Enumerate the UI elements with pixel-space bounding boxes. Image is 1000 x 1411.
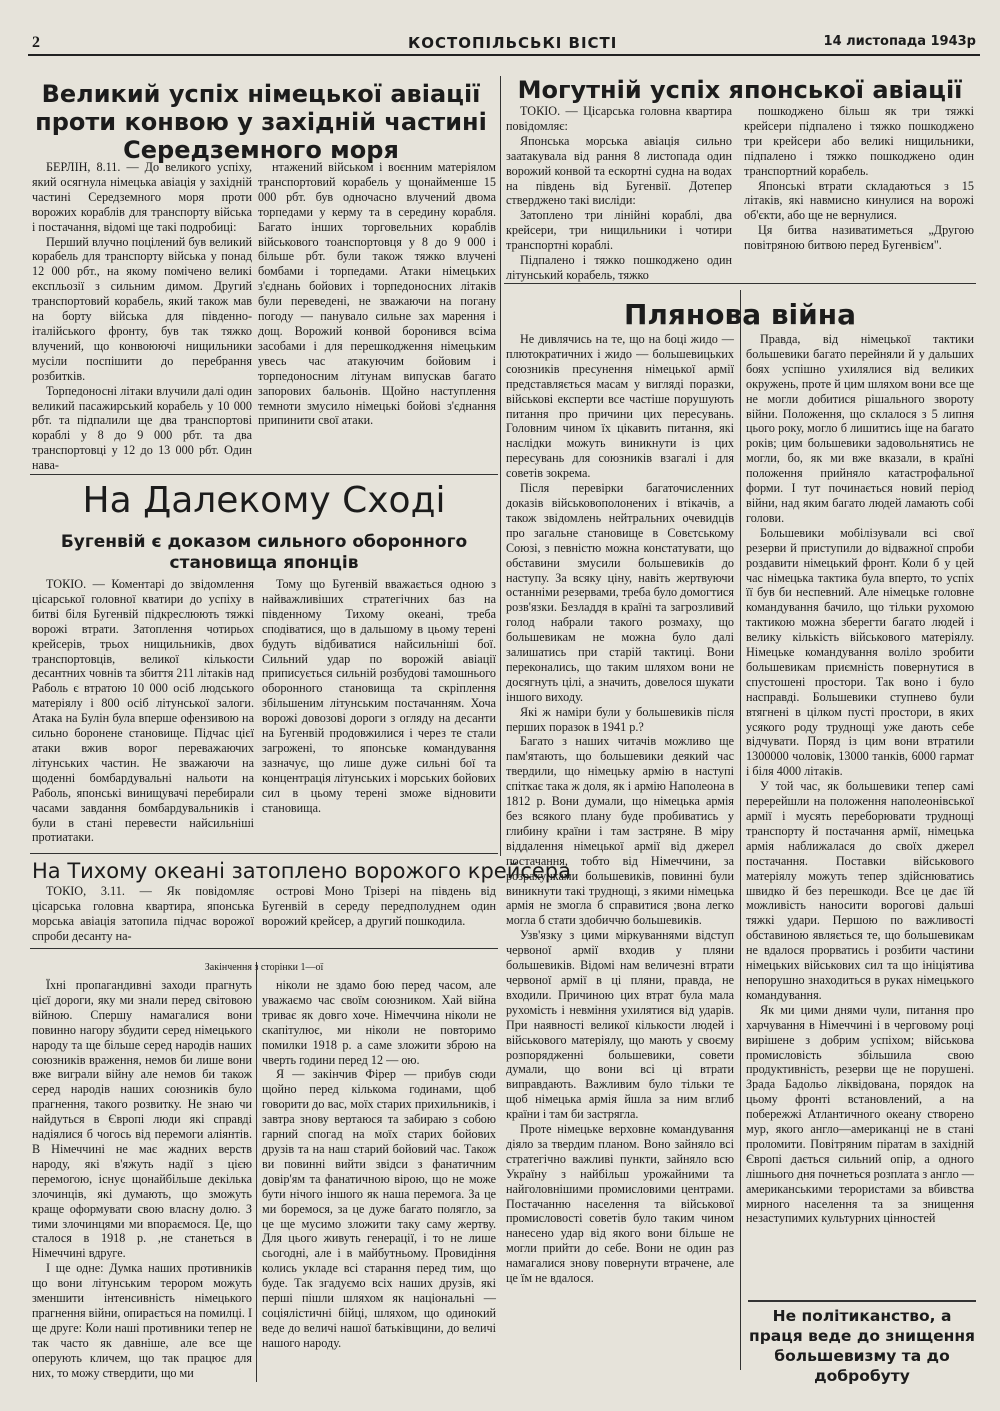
paragraph: Правда, від німецької тактики большевики багато перейняли й у дальших боях успішно ухилялися від великих окружень, проте й цим шляхом вони все ще не могли добитися рішального звороту війни. Положення, що склалося з 5 липня цього року, могло б лишитись іще на багато років; цим большевики задовольнятись не могли, бо, як ми вже вказали, в країні положення прийняло катастрофальної форми. І тут починається новий період війни, над яким багато людей ламають собі голови. [746,332,974,525]
section-rule [30,474,498,475]
slogan: Не політиканство, а праця веде до знищення большевизму та до добробуту [748,1307,975,1385]
paragraph: Ця битва називатиметься „Другою повітряною битвою перед Бугенвієм". [744,223,974,253]
section-rule [504,283,976,284]
section-rule [748,1300,976,1302]
section-subtitle: Бугенвій є доказом сильного оборонного становища японців [60,532,468,573]
paragraph: Як ми цими днями чули, питання про харчування в Німеччині і в черговому році вирішене з добрим успіхом; військова промисловість збільшила свою продуктивність, резерви ще не порушені. Зрада Бадольо ліквідована, порядок на цьому фронті встановлений, а на побережжі Атлантичного океану створено мур, якого англо—американці не в стані проломити. Повітряним піратам в західній Європі дається сильний опір, а одного лішнього дня почнеться розплата з англо — американськими терористами за вбивства мирного населення та за знищення незаступимих культурних цінностей [746,1002,974,1226]
paragraph: ТОКІО. — Коментарі до звідомлення цісарської головної кватири до успіху в битві біля Бугенвій підкреслюють тяжкі ворожі втрати. Затоплення чотирьох крейсерів, трьох нищильників, двох транспортовців, великої кількости десантних човнів та збиття 211 літаків над Раболь є втратою 10 000 осіб людського матеріялу і 800 осіб літунської залоги. Атака на Булін була вперше офензивою на сильно боронене становище. Підчас цієї атаки вжив ворог переважаючих літунських частин. Не зважаючи на щоденні бомбардувальні нальоти на Раболь, японські винищувачі перебирали часами завдання бомбардувальників і були в стані перевести найсильніші протиатаки. [32,577,254,845]
paragraph: Узв'язку з цими міркуваннями відступ червоної армії входив у пляни большевиків. Відомі нам величезні втрати червоної армії в ці пляни, правда, не входили. Причиною цих втрат була мала рухомість і невміння ухилятися від ударів. При наявності великої кількости людей і військового матеріялу, що мають у своєму розпорядженні большевики, совети думали, що вони всі ці втрати виправдають. Важливим було тільки те щоб німецька армія йшла за ним вглиб країни і там би застрягла. [506,928,734,1122]
article-title: На Тихому океані затоплено ворожого крейсера [32,859,572,883]
paragraph: Перший влучно поцілений був великий корабель для транспорту війська у понад 12 000 рбт., на якому помічено великі експльозії з сильним димом. Другий транспортовий корабель, який також мав на борту війська для південно-італійського фронту, був так тяжко влучений, що конвоюючі нищильники мусіли поспішити до перебрання розбитків. [32,234,252,383]
paragraph: Японські втрати складаються з 15 літаків, які навмисно кинулися на ворожі об'єкти, або ще не вернулися. [744,178,974,223]
paragraph: Торпедоносні літаки влучили далі один великий пасажирський корабель у 10 000 рбт. та підпалили ще два транспортові кораблі у 8 до 9 000 рбт. та два транспортовці у 12 до 13 000 рбт. Один нава- [32,383,252,473]
article-column [32,884,254,946]
paragraph: Я — закінчив Фірер — прибув сюди щойно перед кількома годинами, щоб говорити до вас, моїх старих прихильників, і завтра знову вертаюся та забираю з собою гарний спогад на моїх старих бойових друзів та на наш старий бойовий час. Також ви повинні вийти звідси з фанатичним довір'ям та фанатичною вірою, що не може бути нічого іншого як наша перемога. За це ми боремося, за це дуже багато полягло, за це ще мусимо зложити таку саму жертву. Для цього живуть генерації, і то не лише сьогодні, але і в майбутньому. Провидіння колись укладе всі старання перед тим, що буде. Так згадуємо всіх наших друзів, які перші пішли шляхом як національні — соціялістичні бійці, шляхом, що одинокий веде до величі нашої батьківщини, до величі нашого народу. [262,1067,496,1350]
paragraph: Затоплено три лінійні кораблі, два крейсери, три нищильники і чотири транспортні кораблі. [506,208,732,253]
article-column [262,884,496,946]
article-title: Плянова війна [623,298,857,331]
paragraph: острові Моно Трізері на південь від Бугенвій в середу передполуднем один ворожий крейсер, а другий пошкодила. [262,884,496,928]
paragraph: У той час, як большевики тепер самі перерейшли на положення наполеонівської армії і мусять переборювати труднощі транспорту й постачання армії, німецька армія наближалася до своїх джерел постачання. Поставки військового матеріялу можуть тепер здійснюватись швидко й без перешкоди. Все це дає їй можливість наносити ворогові дальші тяжкі удари. Першою по важливості обставиною являється те, що большевикам не вдалося прорватись і розбити частини німецьких військових сил та що ініціятива непорушно знаходиться в руках німецького командування. [746,779,974,1002]
column-rule [740,290,741,1370]
article-column [32,160,252,473]
article-column [262,577,496,847]
paragraph: нтажений військом і воєнним матеріялом транспортовий корабель у щонайменше 15 000 рбт. був одночасно влучений двома торпедами у керму та в середину корабля. Багато інших торговельних кораблів військового тоанспортовця у 8 до 9 000 і більше рбт. були також тяжко влучені бомбами і торпедами. Атаки німецьких з'єднань бойових і торпедоносних літаків були переведені, не зважаючи на погану погоду — панувало сильне зах марення і дощ. Ворожий конвой боронився всіма засобами і для перешкодження німецьким увесь час атакуючим бойовим і торпедоносним літунам випускав багато запорових бальонів. Щойно наступлення темноти змусило німецькі бойові з'єднання припинити свої атаки. [258,160,496,428]
paragraph: БЕРЛІН, 8.11. — До великого успіху, який осягнула німецька авіація у західній частині Середземного моря проти ворожих кораблів для транспорту війська і постачання, відомі ще такі подробиці: [32,160,252,234]
paragraph: Тому що Бугенвій вважається одною з найважливіших стратегічних баз на південному Тихому океані, треба сподіватися, що в дальшому в цьому терені будуть відбиватися найсильніші бої. Сильний удар по ворожій авіації приписується сильній розбудові тамошнього оборонного становища та скріплення збільшеним літунським постачанням. Хоча ворожі довозові дороги з огляду на десанти на Бугенвій продовжилися і через те стали загрожені, то японське командування зазначує, що лише дуже сильні бої та концентрація літунських і морських бойових сил в цьому терені зможе відновити становища. [262,577,496,815]
section-rule [30,853,498,854]
paragraph: ТОКІО. — Цісарська головна квартира повідомляє: [506,104,732,133]
paragraph: Їхні пропагандивні заходи прагнуть цієї дороги, яку ми знали перед світовою війною. Спершу намагалися вони повинно нагору збудити серед німецького народу та ще більше серед народів наших союзників враження, немов би лише вони вже виграли війну але немов би також серед народів наших союзників було прагнення, такого розвитку. Не знаю чи найдуться в Європі люди які справді надіялися б чогось від перемоги аліянтів. В Німеччині не має жадних верств народу, які в'яжуть надії з цією перемогою, існує щонайбільше декілька злочинців, які думають, що зможуть краще оформувати свою власну долю. З тими злочинцями ми впораємося. Це, що сталося в 1918 р. ,не станеться в Німеччині вдруге. [32,978,252,1261]
continuation-caption: Закінчення з сторінки 1—ої [204,962,324,973]
paragraph: Підпалено і тяжко пошкоджено один літунський корабель, тяжко [506,253,732,282]
paragraph: Японська морська авіація сильно заатакувала від рання 8 листопада один ворожий конвой та ескортні судна на водах на південь від Бугенвії. Дотепер стверджено такі висліди: [506,133,732,208]
paragraph: ТОКІО, 3.11. — Як повідомляє цісарська головна квартира, японська морська авіація затопила підчас ворожої спроби десанту на- [32,884,254,943]
paragraph: Які ж наміри були у большевиків після перших поразок в 1941 р.? [506,704,734,734]
paragraph: Після перевірки багаточисленних доказів військовополонених і втікачів, а також звідомлень нейтральних очевидців про загальне становище в Совєтському Союзі, з певністю можна констатувати, що обставини змусили большевиків до наступу. За всяку ціну, навіть жертвуючи останніми резервами, треба було домогтися розв'язки. Безладдя в країні та загрозливий голод набрали такого розмаху, що большевикам не можна було далі залишатись при старій тактиці. Вони переконались, що таким шляхом вони не досягнуть цілі, а значить, довелося шукати іншого виходу. [506,481,734,704]
paragraph: ніколи не здамо бою перед часом, але уважаємо час своїм союзником. Хай війна триває як довго хоче. Німеччина ніколи не скапітулює, ми ніколи не повторимо помилки 1918 р. а саме зложити зброю на чверть години перед 12 — ою. [262,978,496,1067]
paragraph: Не дивлячись на те, що на боці жидо — плютократичних і жидо — большевицьких союзників пресунення німецької армії представляється масам у вигляді поразки, військові експерти все частіше порушують питання про причини цих пересувань. Головним чином їх цікавить питання, які наслідки можуть виникнути із цих пересувань для союзників взагалі і для советів зокрема. [506,332,734,481]
paragraph: Проте німецьке верховне командування діяло за твердим планом. Воно зайняло всі стратегічно важливі пункти, зайняло всю Україну з найбільш урожайними та найголовнішими промисловими центрами. Постачанню населення та військової промисловості советів було таким чином нанесено удар від якого вони більше не могли прийти до себе. Вони не один раз намагалися знову повернути втрачене, але це їм не вдалося. [506,1122,734,1286]
article-column [746,332,974,1298]
paragraph: Большевики мобілізували всі свої резерви й приступили до відважної спроби роздавити німецький фронт. Коли б у цей час німецька тактика була вперто, то успіх її був би неспевний. Але німецьке головне командування бачило, що тільки рухомою тактикою можна зберегти багато людей і велику кількість військового матеріялу. Німецьке командування воліло зробити большевикам приємність повернутися в спустошені простори. Так воно і було насправді. Большевики ступнево були втягнені в цілком пусті простори, в яких усякого роду труднощі уже дають себе відчувати. Поряд із цим вони втратили 1300000 чоловік, 13000 танків, 6000 гармат і біля 4000 літаків. [746,525,974,779]
paragraph: Багато з наших читачів можливо ще пам'ятають, що большевики деякий час твердили, що німецьку армію в наступі спіткає така ж доля, як і армію Наполеона в 1812 р. Вони думали, що німецька армія без всякого плану буде пробиватись у глибину країни і там застряне. В міру віддалення німецької армії від джерел постачання, тобто від Німеччини, за розрахунками большевиків, повинні були виникнути такі труднощі, з якими німецька армія не змогла б справитися ;вона легко могла б стати здобиччю большевиків. [506,734,734,928]
column-rule [256,962,257,1382]
masthead-bar [28,32,980,56]
page-number: 2 [32,34,40,51]
paper-name: КОСТОПІЛЬСЬКІ ВІСТІ [408,34,618,52]
article-column [744,104,974,276]
issue-date: 14 листопада 1943р [823,34,976,49]
paragraph: І ще одне: Думка наших противників що вони літунським терором можуть зменшити інтенсивність німецького прагнення війни, опирається на помилці. І ще друге: Коли наші противники тепер не так часто як давніше, але все ще оперують кличем, що так працює для них, то можу ствердити, що ми [32,1261,253,1380]
article-title: Могутній успіх японської авіації [517,76,963,104]
article-column [506,332,734,1372]
section-rule [30,948,498,949]
article-column [32,978,252,1378]
paragraph: пошкоджено більш як три тяжкі крейсери підпалено і тяжко пошкоджено три крейсери або великі нищильники, підпалено і тяжко пошкоджено один транспортний корабель. [744,104,974,178]
article-column [258,160,496,460]
article-column [32,577,254,847]
column-rule [500,76,501,856]
section-banner: На Далекому Сході [82,480,446,521]
article-column [506,104,732,282]
article-title: Великий успіх німецької авіації проти конвою у західній частині Середземного моря [35,80,487,164]
article-column [262,978,496,1378]
